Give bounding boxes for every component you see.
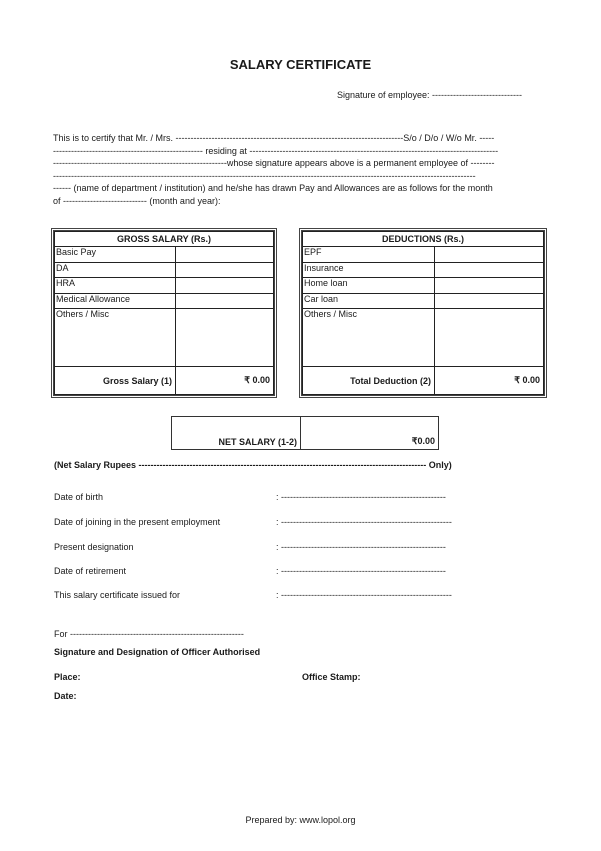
field-label: Date of joining in the present employment [54, 517, 221, 527]
deductions-total-label: Total Deduction (2) [303, 367, 435, 395]
paragraph-line: of ---------------------------- (month and year): [53, 195, 221, 206]
deduction-row-value[interactable] [435, 293, 544, 308]
net-salary-value: ₹0.00 [411, 436, 435, 446]
footer-credit: Prepared by: www.lopol.org [245, 815, 356, 825]
deduction-row-value[interactable] [435, 278, 544, 293]
paragraph-line: --------------------------------------------------------------------------------------------------------------------------------------------- [53, 170, 476, 181]
gross-salary-table [51, 228, 277, 398]
field-value[interactable]: : --------------------------------------------------------- [276, 517, 452, 527]
deduction-row-value[interactable] [435, 262, 544, 277]
field-label: Date of retirement [54, 566, 127, 576]
certification-paragraph [53, 132, 548, 207]
gross-row-value[interactable] [176, 247, 274, 262]
date-label: Date: [54, 691, 77, 701]
for-line: For ---------------------------------------------------------- [54, 629, 244, 639]
gross-salary-header: GROSS SALARY (Rs.) [55, 232, 274, 247]
gross-row-label: Others / Misc [55, 308, 176, 366]
gross-row-label: DA [55, 262, 176, 277]
gross-row-label: Basic Pay [55, 247, 176, 262]
deduction-row-label: Insurance [303, 262, 435, 277]
gross-row-value[interactable] [176, 293, 274, 308]
paragraph-line: -------------------------------------------------- residing at ----------------------------------------------------------------------------------- [53, 145, 499, 156]
deduction-row-value[interactable] [435, 308, 544, 366]
field-value[interactable]: : ------------------------------------------------------- [276, 566, 446, 576]
field-label: Date of birth [54, 492, 104, 502]
field-value[interactable]: : ------------------------------------------------------- [276, 542, 446, 552]
office-stamp-label: Office Stamp: [302, 672, 361, 682]
paragraph-line: ----------------------------------------------------------whose signature appears above is a permanent employee of -------- [53, 158, 495, 168]
deduction-row-label: EPF [303, 247, 435, 262]
paragraph-line: This is to certify that Mr. / Mrs. ----------------------------------------------------------------------------S/o / D/o / W/o Mr. ----- [53, 133, 495, 143]
deduction-row-label: Home loan [303, 278, 435, 293]
net-salary-box [171, 416, 439, 450]
field-value[interactable]: : ------------------------------------------------------- [276, 492, 446, 502]
gross-total-value: ₹ 0.00 [176, 367, 274, 395]
net-salary-label: NET SALARY (1-2) [172, 417, 301, 449]
deductions-total-value: ₹ 0.00 [435, 367, 544, 395]
gross-total-label: Gross Salary (1) [55, 367, 176, 395]
employee-signature-line: Signature of employee: ------------------------------ [337, 90, 522, 100]
deduction-row-label: Others / Misc [303, 308, 435, 366]
gross-row-value[interactable] [176, 262, 274, 277]
gross-row-label: Medical Allowance [55, 293, 176, 308]
field-label: This salary certificate issued for [54, 590, 181, 600]
gross-row-value[interactable] [176, 308, 274, 366]
place-label: Place: [54, 672, 81, 682]
deductions-table [299, 228, 547, 398]
deductions-header: DEDUCTIONS (Rs.) [303, 232, 544, 247]
field-label: Present designation [54, 542, 134, 552]
gross-row-value[interactable] [176, 278, 274, 293]
field-value[interactable]: : --------------------------------------------------------- [276, 590, 452, 600]
officer-designation-label: Signature and Designation of Officer Authorised [54, 647, 261, 657]
page-title: SALARY CERTIFICATE [229, 57, 372, 72]
deduction-row-value[interactable] [435, 247, 544, 262]
paragraph-line: ------ (name of department / institution) and he/she has drawn Pay and Allowances are as follows for the month [53, 183, 493, 193]
gross-row-label: HRA [55, 278, 176, 293]
deduction-row-label: Car loan [303, 293, 435, 308]
net-salary-in-words: (Net Salary Rupees ------------------------------------------------------------------------------------------------ Only) [54, 460, 452, 470]
